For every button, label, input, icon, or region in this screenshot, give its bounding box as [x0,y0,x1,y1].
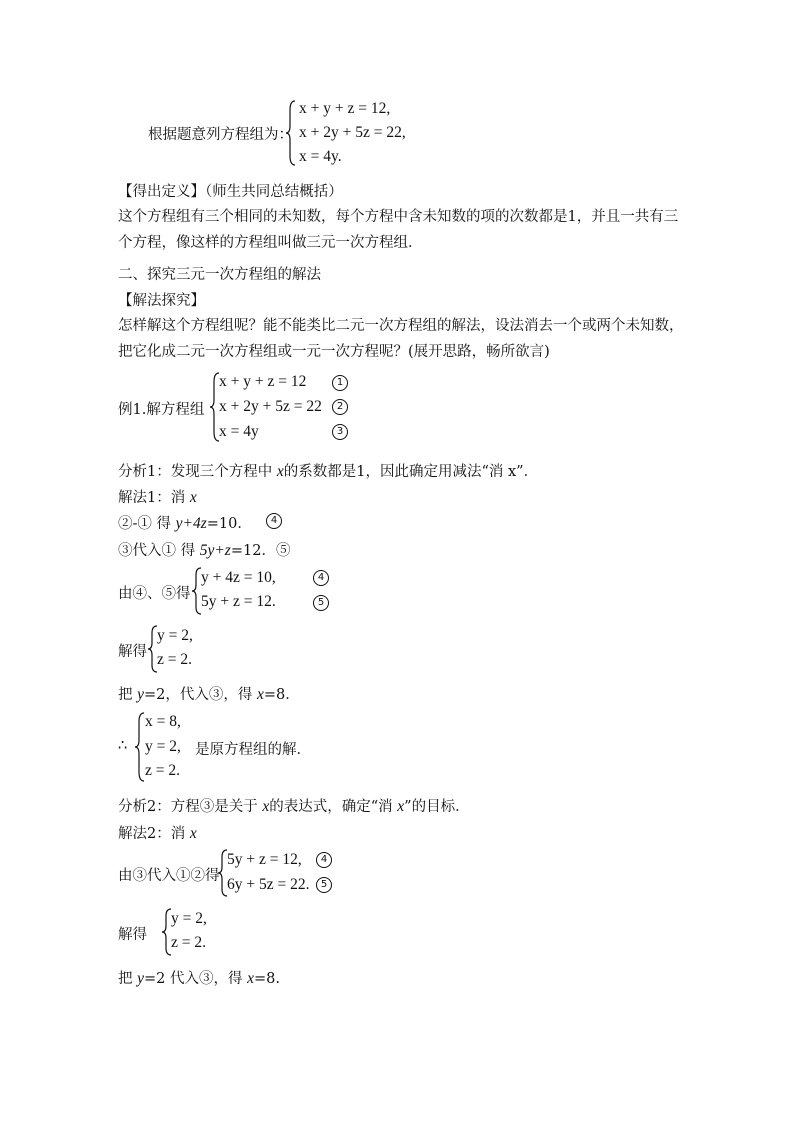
circled-number: 5 [313,595,329,611]
left-brace-icon [285,100,297,166]
circled-number: 4 [266,513,282,529]
equation: z = 2. [145,762,180,779]
section-heading: 【得出定义】（师生共同总结概括） [118,184,343,200]
conclusion-text: 是原方程组的解． [195,742,311,758]
analysis-text: 分析1：发现三个方程中 x的系数都是1，因此确定用减法“消 x”． [118,463,539,480]
therefore-symbol: ∴ [118,738,128,754]
equation: z = 2. [157,651,192,668]
substitution-text: 把 y=2，代入③，得 x=8． [118,686,300,703]
equation: x + 2y + 5z = 22, [299,124,406,141]
circled-number: 4 [316,852,332,868]
solve-label: 解得 [118,644,147,660]
explore-paragraph: 怎样解这个方程组呢？能不能类比二元一次方程组的解法，设法消去一个或两个未知数，把它化成二元一次方程组或一元一次方程呢？(展开思路，畅所欲言) [118,318,684,360]
equation: x = 4y [219,423,259,440]
equation: x + y + z = 12, [299,100,391,117]
circled-number: 5 [316,877,332,893]
section-title: 二、探究三元一次方程组的解法 [118,267,321,283]
equation: y = 2, [157,627,193,644]
equation: 5y + z = 12, [227,851,302,868]
system-intro-text: 根据题意列方程组为： [148,127,293,143]
analysis-text: 分析2：方程③是关于 x的表达式，确定“消 x”的目标． [118,798,470,815]
equation: 6y + 5z = 22. [227,876,310,893]
equation: y + 4z = 10, [201,569,276,586]
method-label: 解法1：消 x [118,489,197,506]
equation: x = 8, [145,713,181,730]
equation: x + y + z = 12 [219,373,307,390]
example-label: 例1.解方程组 [118,402,205,418]
equation: y = 2, [145,738,181,755]
circled-number: 4 [313,570,329,586]
equation: x + 2y + 5z = 22 [219,398,322,415]
substitution-text: 把 y=2 代入③，得 x=8. [118,970,280,987]
definition-paragraph: 这个方程组有三个相同的未知数，每个方程中含未知数的项的次数都是1，并且一共有三个方程，像这样的方程组叫做三元一次方程组． [118,209,679,251]
system-intro-text: 由④、⑤得 [118,586,191,602]
equation: y = 2, [171,910,207,927]
circled-number: 2 [332,399,348,415]
step-text: ②-① 得 y+4z=10． [118,515,252,532]
equation: z = 2. [171,934,206,951]
circled-number: 3 [332,424,348,440]
circled-number: 1 [332,375,348,391]
step-text: ③代入① 得 5y+z=12．⑤ [118,542,291,559]
system-intro-text: 由③代入①②得 [118,868,220,884]
section-heading: 【解法探究】 [118,293,205,309]
solve-label: 解得 [118,927,147,943]
method-label: 解法2：消 x [118,825,197,842]
equation: 5y + z = 12. [201,593,276,610]
equation: x = 4y. [299,148,342,165]
